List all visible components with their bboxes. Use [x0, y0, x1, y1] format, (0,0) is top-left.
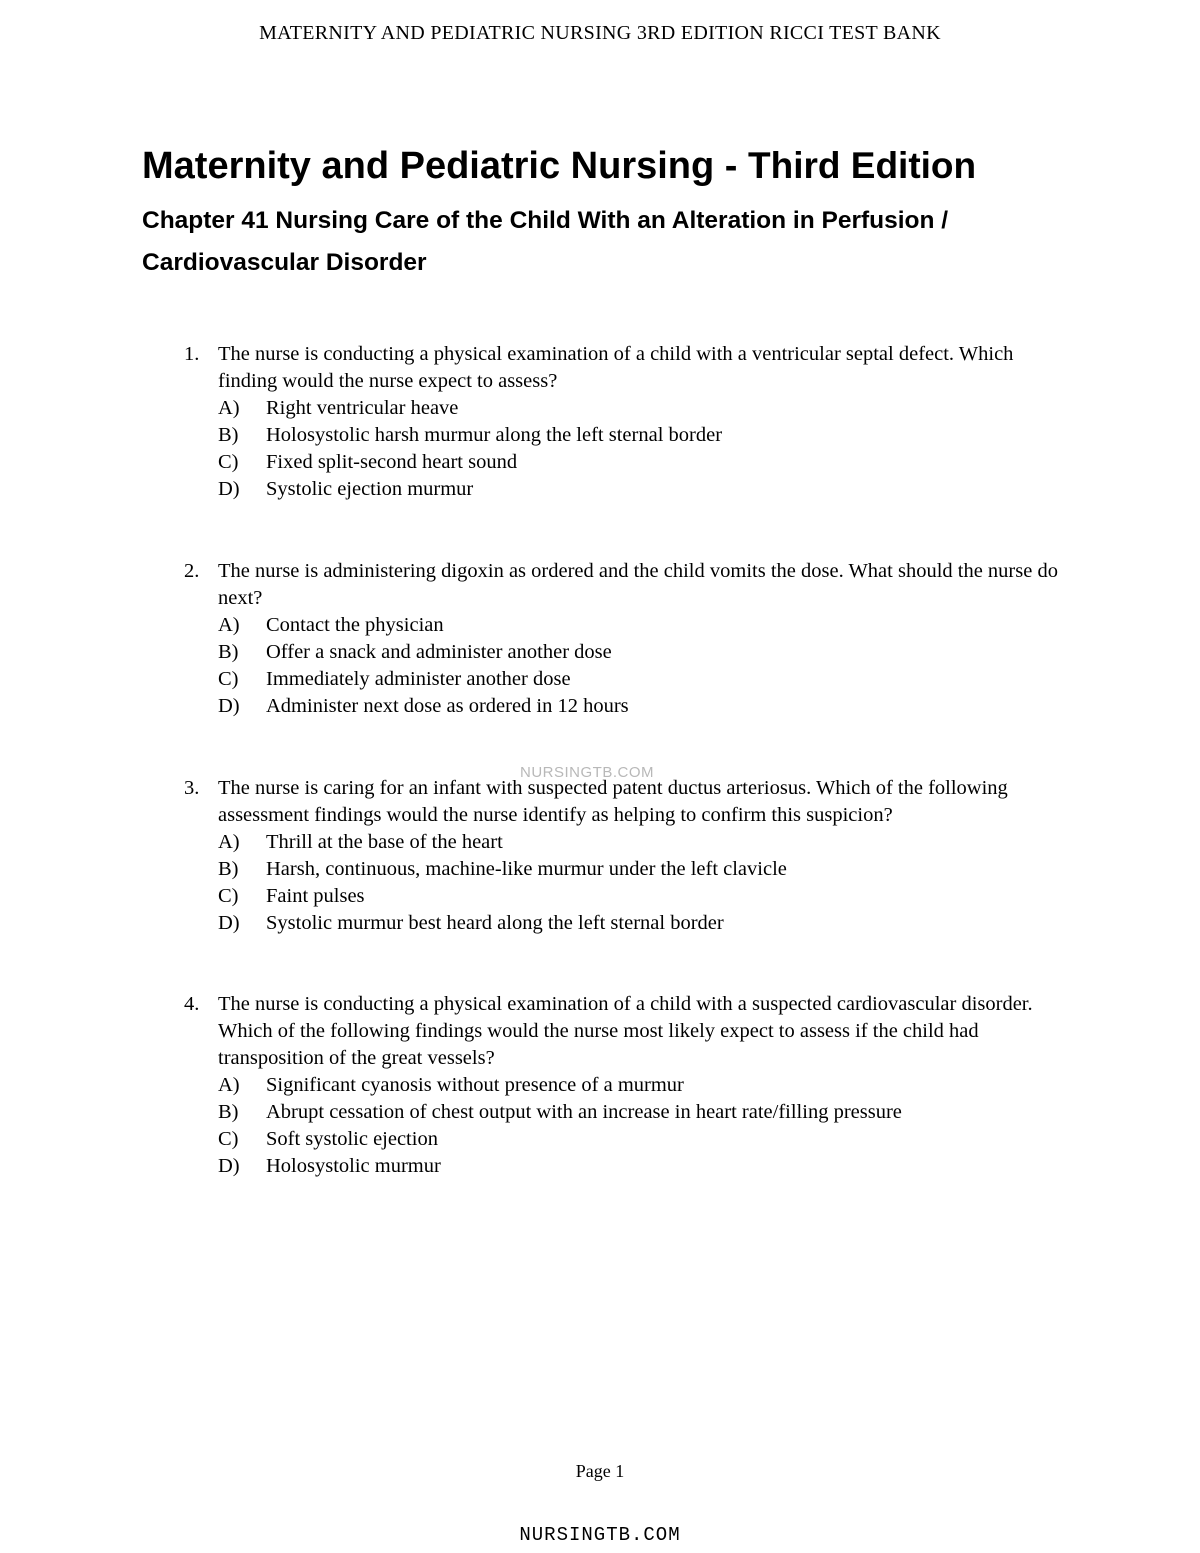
- question-number: 1.: [184, 343, 200, 365]
- question-list: [180, 341, 1060, 1180]
- option-text: Significant cyanosis without presence of a murmur: [266, 1074, 684, 1096]
- option-text: Immediately administer another dose: [266, 668, 571, 690]
- option-letter: A): [218, 831, 240, 853]
- question-stem: The nurse is conducting a physical examination of a child with a ventricular septal defect. Which finding would the nurse expect to assess?: [218, 343, 1014, 392]
- document-title-edition: Third Edition: [748, 145, 977, 186]
- option-text: Holosystolic harsh murmur along the left sternal border: [266, 424, 723, 446]
- option-letter: A): [218, 614, 240, 636]
- answer-option: [218, 1099, 1060, 1126]
- question-3: [180, 775, 1060, 937]
- question-stem: The nurse is caring for an infant with suspected patent ductus arteriosus. Which of the following assessment findings would the nurse identify as helping to confirm this suspicion?: [218, 777, 1008, 826]
- option-text: Right ventricular heave: [266, 397, 459, 419]
- running-header: MATERNITY AND PEDIATRIC NURSING 3RD EDITION RICCI TEST BANK: [259, 22, 941, 44]
- site-footer: NURSINGTB.COM: [519, 1524, 681, 1546]
- option-letter: A): [218, 397, 240, 419]
- option-text: Fixed split-second heart sound: [266, 451, 518, 473]
- answer-option: [218, 883, 1060, 910]
- answer-option: [218, 666, 1060, 693]
- option-text: Contact the physician: [266, 614, 444, 636]
- question-stem: The nurse is conducting a physical examination of a child with a suspected cardiovascular disorder. Which of the following findings would the nurse most likely expect to assess if the child had transposition of the great vessels?: [218, 993, 1033, 1069]
- answer-option: [218, 910, 1060, 937]
- option-letter: A): [218, 1074, 240, 1096]
- option-text: Soft systolic ejection: [266, 1128, 438, 1150]
- option-text: Faint pulses: [266, 885, 365, 907]
- option-letter: B): [218, 858, 239, 880]
- answer-options: [218, 395, 1060, 503]
- option-letter: B): [218, 641, 239, 663]
- option-letter: D): [218, 912, 240, 934]
- answer-option: [218, 1072, 1060, 1099]
- document-title-main: Maternity and Pediatric Nursing -: [142, 145, 748, 187]
- option-text: Offer a snack and administer another dose: [266, 641, 612, 663]
- document-title: [142, 142, 976, 190]
- option-letter: B): [218, 1101, 239, 1123]
- answer-options: [218, 829, 1060, 937]
- answer-option: [218, 1153, 1060, 1180]
- option-letter: C): [218, 1128, 239, 1150]
- option-letter: D): [218, 695, 240, 717]
- question-4: [180, 991, 1060, 1180]
- answer-option: [218, 829, 1060, 856]
- chapter-heading: Chapter 41 Nursing Care of the Child With an Alteration in Perfusion / Cardiovascular Disorder: [142, 207, 949, 276]
- question-number: 3.: [184, 777, 200, 799]
- option-text: Systolic ejection murmur: [266, 478, 474, 500]
- answer-options: [218, 1072, 1060, 1180]
- answer-option: [218, 1126, 1060, 1153]
- answer-option: [218, 612, 1060, 639]
- answer-option: [218, 449, 1060, 476]
- answer-option: [218, 395, 1060, 422]
- option-letter: D): [218, 1155, 240, 1177]
- question-2: [180, 558, 1060, 720]
- watermark: NURSINGTB.COM: [520, 764, 654, 781]
- answer-option: [218, 693, 1060, 720]
- question-number: 2.: [184, 560, 200, 582]
- option-letter: C): [218, 885, 239, 907]
- option-text: Harsh, continuous, machine-like murmur under the left clavicle: [266, 858, 787, 880]
- option-text: Systolic murmur best heard along the left sternal border: [266, 912, 724, 934]
- question-stem: The nurse is administering digoxin as ordered and the child vomits the dose. What should the nurse do next?: [218, 560, 1058, 609]
- page-number: Page 1: [575, 1461, 625, 1481]
- answer-option: [218, 422, 1060, 449]
- option-letter: B): [218, 424, 239, 446]
- option-text: Administer next dose as ordered in 12 hours: [266, 695, 629, 717]
- answer-option: [218, 476, 1060, 503]
- answer-option: [218, 856, 1060, 883]
- answer-option: [218, 639, 1060, 666]
- option-letter: C): [218, 451, 239, 473]
- question-number: 4.: [184, 993, 200, 1015]
- option-letter: D): [218, 478, 240, 500]
- option-text: Thrill at the base of the heart: [266, 831, 503, 853]
- answer-options: [218, 612, 1060, 720]
- option-letter: C): [218, 668, 239, 690]
- question-1: [180, 341, 1060, 503]
- option-text: Abrupt cessation of chest output with an increase in heart rate/filling pressure: [266, 1101, 902, 1123]
- option-text: Holosystolic murmur: [266, 1155, 441, 1177]
